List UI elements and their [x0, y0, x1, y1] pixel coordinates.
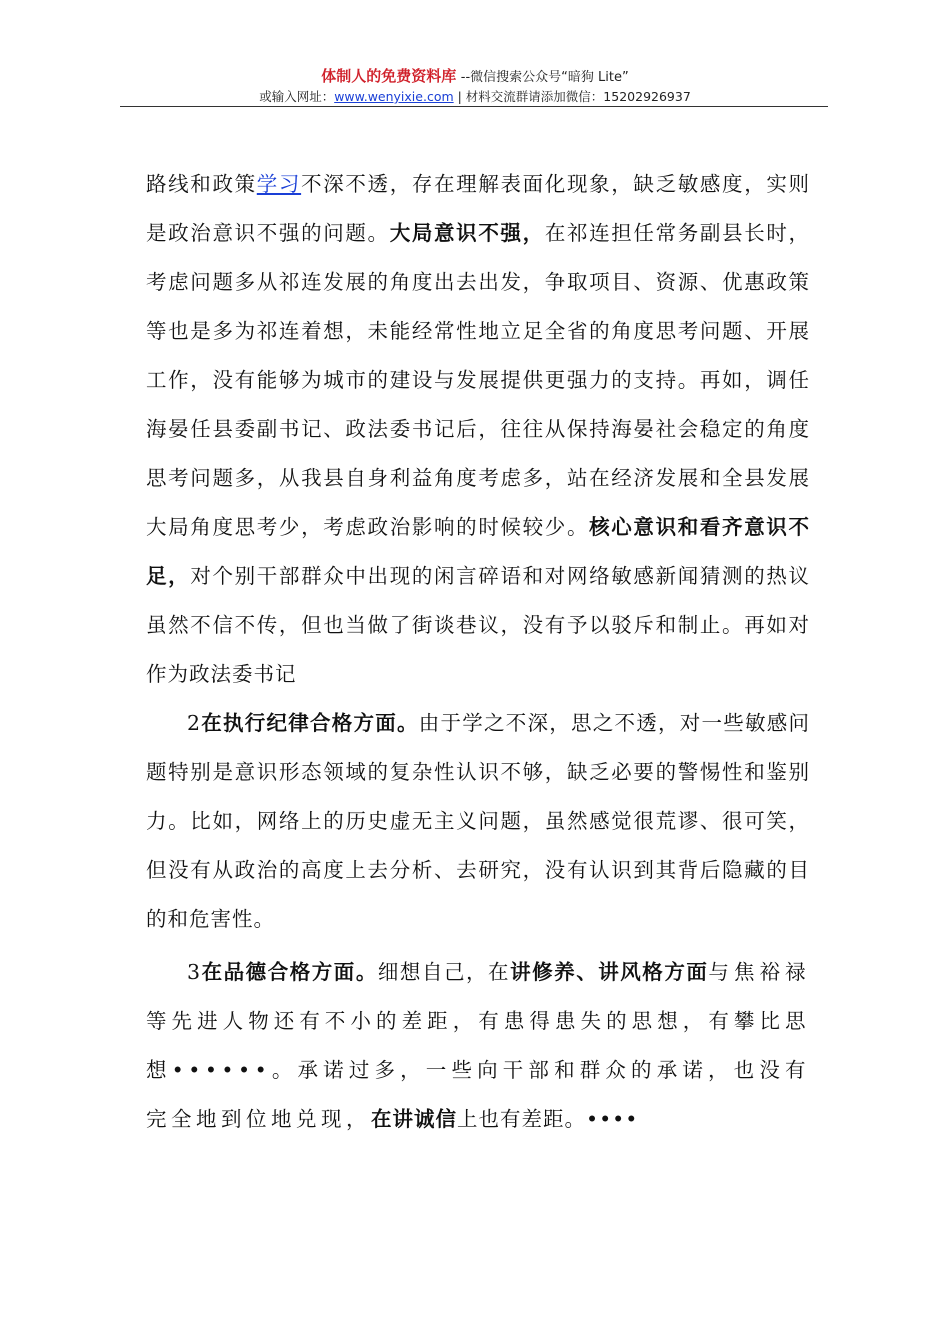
- header-tagline: --微信搜索公众号“暗狗 Lite”: [460, 70, 629, 85]
- keyword-core-awareness: 核心意识和看齐意识不足，: [146, 515, 811, 588]
- paragraph-discipline: [146, 699, 810, 944]
- text-segment: 不深不透，存在理解表面化现象，缺乏敏感度，实则是政治意识不强的问题。: [146, 172, 811, 245]
- text-segment: 由于学之不深，思之不透，对一些敏感问题特别是意识形态领域的复杂性认识不够，缺乏必要的警惕性和鉴别力。比如，网络上的历史虚无主义问题，虽然感觉很荒谬、很可笑，但没有从政治的高度上去分析、去研究，没有认识到其背后隐藏的目的和危害性。: [146, 711, 811, 931]
- document-body: [146, 160, 810, 1144]
- text-segment: 对个别干部群众中出现的闲言碎语和对网络敏感新闻猜测的热议虽然不信不传，但也当做了街谈巷议，没有予以驳斥和制止。再如对作为政法委书记: [146, 564, 811, 686]
- header-contact-line: [120, 88, 830, 106]
- text-segment: 在祁连担任常务副县长时，考虑问题多从祁连发展的角度出去出发，争取项目、资源、优惠政策等也是多为祁连着想，未能经常性地立足全省的角度思考问题、开展工作，没有能够为城市的建设与发展提供更强力的支持。再如，调任海晏任县委副书记、政法委书记后，往往从保持海晏社会稳定的角度思考问题多，从我县自身利益角度考虑多，站在经济发展和全县发展大局角度思考少，考虑政治影响的时候较少。: [146, 221, 811, 539]
- header-wechat-info: | 材料交流群请添加微信：15202926937: [457, 89, 691, 104]
- text-segment: 细想自己，在: [377, 960, 511, 984]
- text-segment: 与焦裕禄等先进人物还有不小的差距，有患得患失的思想，有攀比思想••••••。承诺过多，一些向干部和群众的承诺，也没有完全地到位地兑现，: [146, 960, 811, 1131]
- text-segment: 路线和政策: [146, 172, 257, 196]
- page-header: [120, 66, 830, 106]
- section-number: 2: [187, 711, 202, 735]
- header-title-line: [120, 66, 830, 88]
- text-segment: 上也有差距。••••: [457, 1107, 639, 1131]
- paragraph-morality: [146, 948, 810, 1144]
- heading-discipline: 在执行纪律合格方面。: [201, 711, 419, 735]
- keyword-cultivation-style: 讲修养、讲风格方面: [510, 960, 709, 984]
- study-link[interactable]: 学习: [256, 172, 302, 196]
- header-url-prefix: 或输入网址：: [259, 89, 335, 104]
- header-divider: [120, 106, 828, 107]
- section-number: 3: [187, 960, 202, 984]
- keyword-overall-awareness: 大局意识不强，: [389, 221, 545, 245]
- paragraph-political-awareness: [146, 160, 810, 699]
- header-website-link[interactable]: www.wenyixie.com: [334, 89, 454, 104]
- heading-morality: 在品德合格方面。: [201, 960, 378, 984]
- keyword-integrity: 在讲诚信: [371, 1107, 457, 1131]
- header-brand: 体制人的免费资料库: [321, 67, 457, 85]
